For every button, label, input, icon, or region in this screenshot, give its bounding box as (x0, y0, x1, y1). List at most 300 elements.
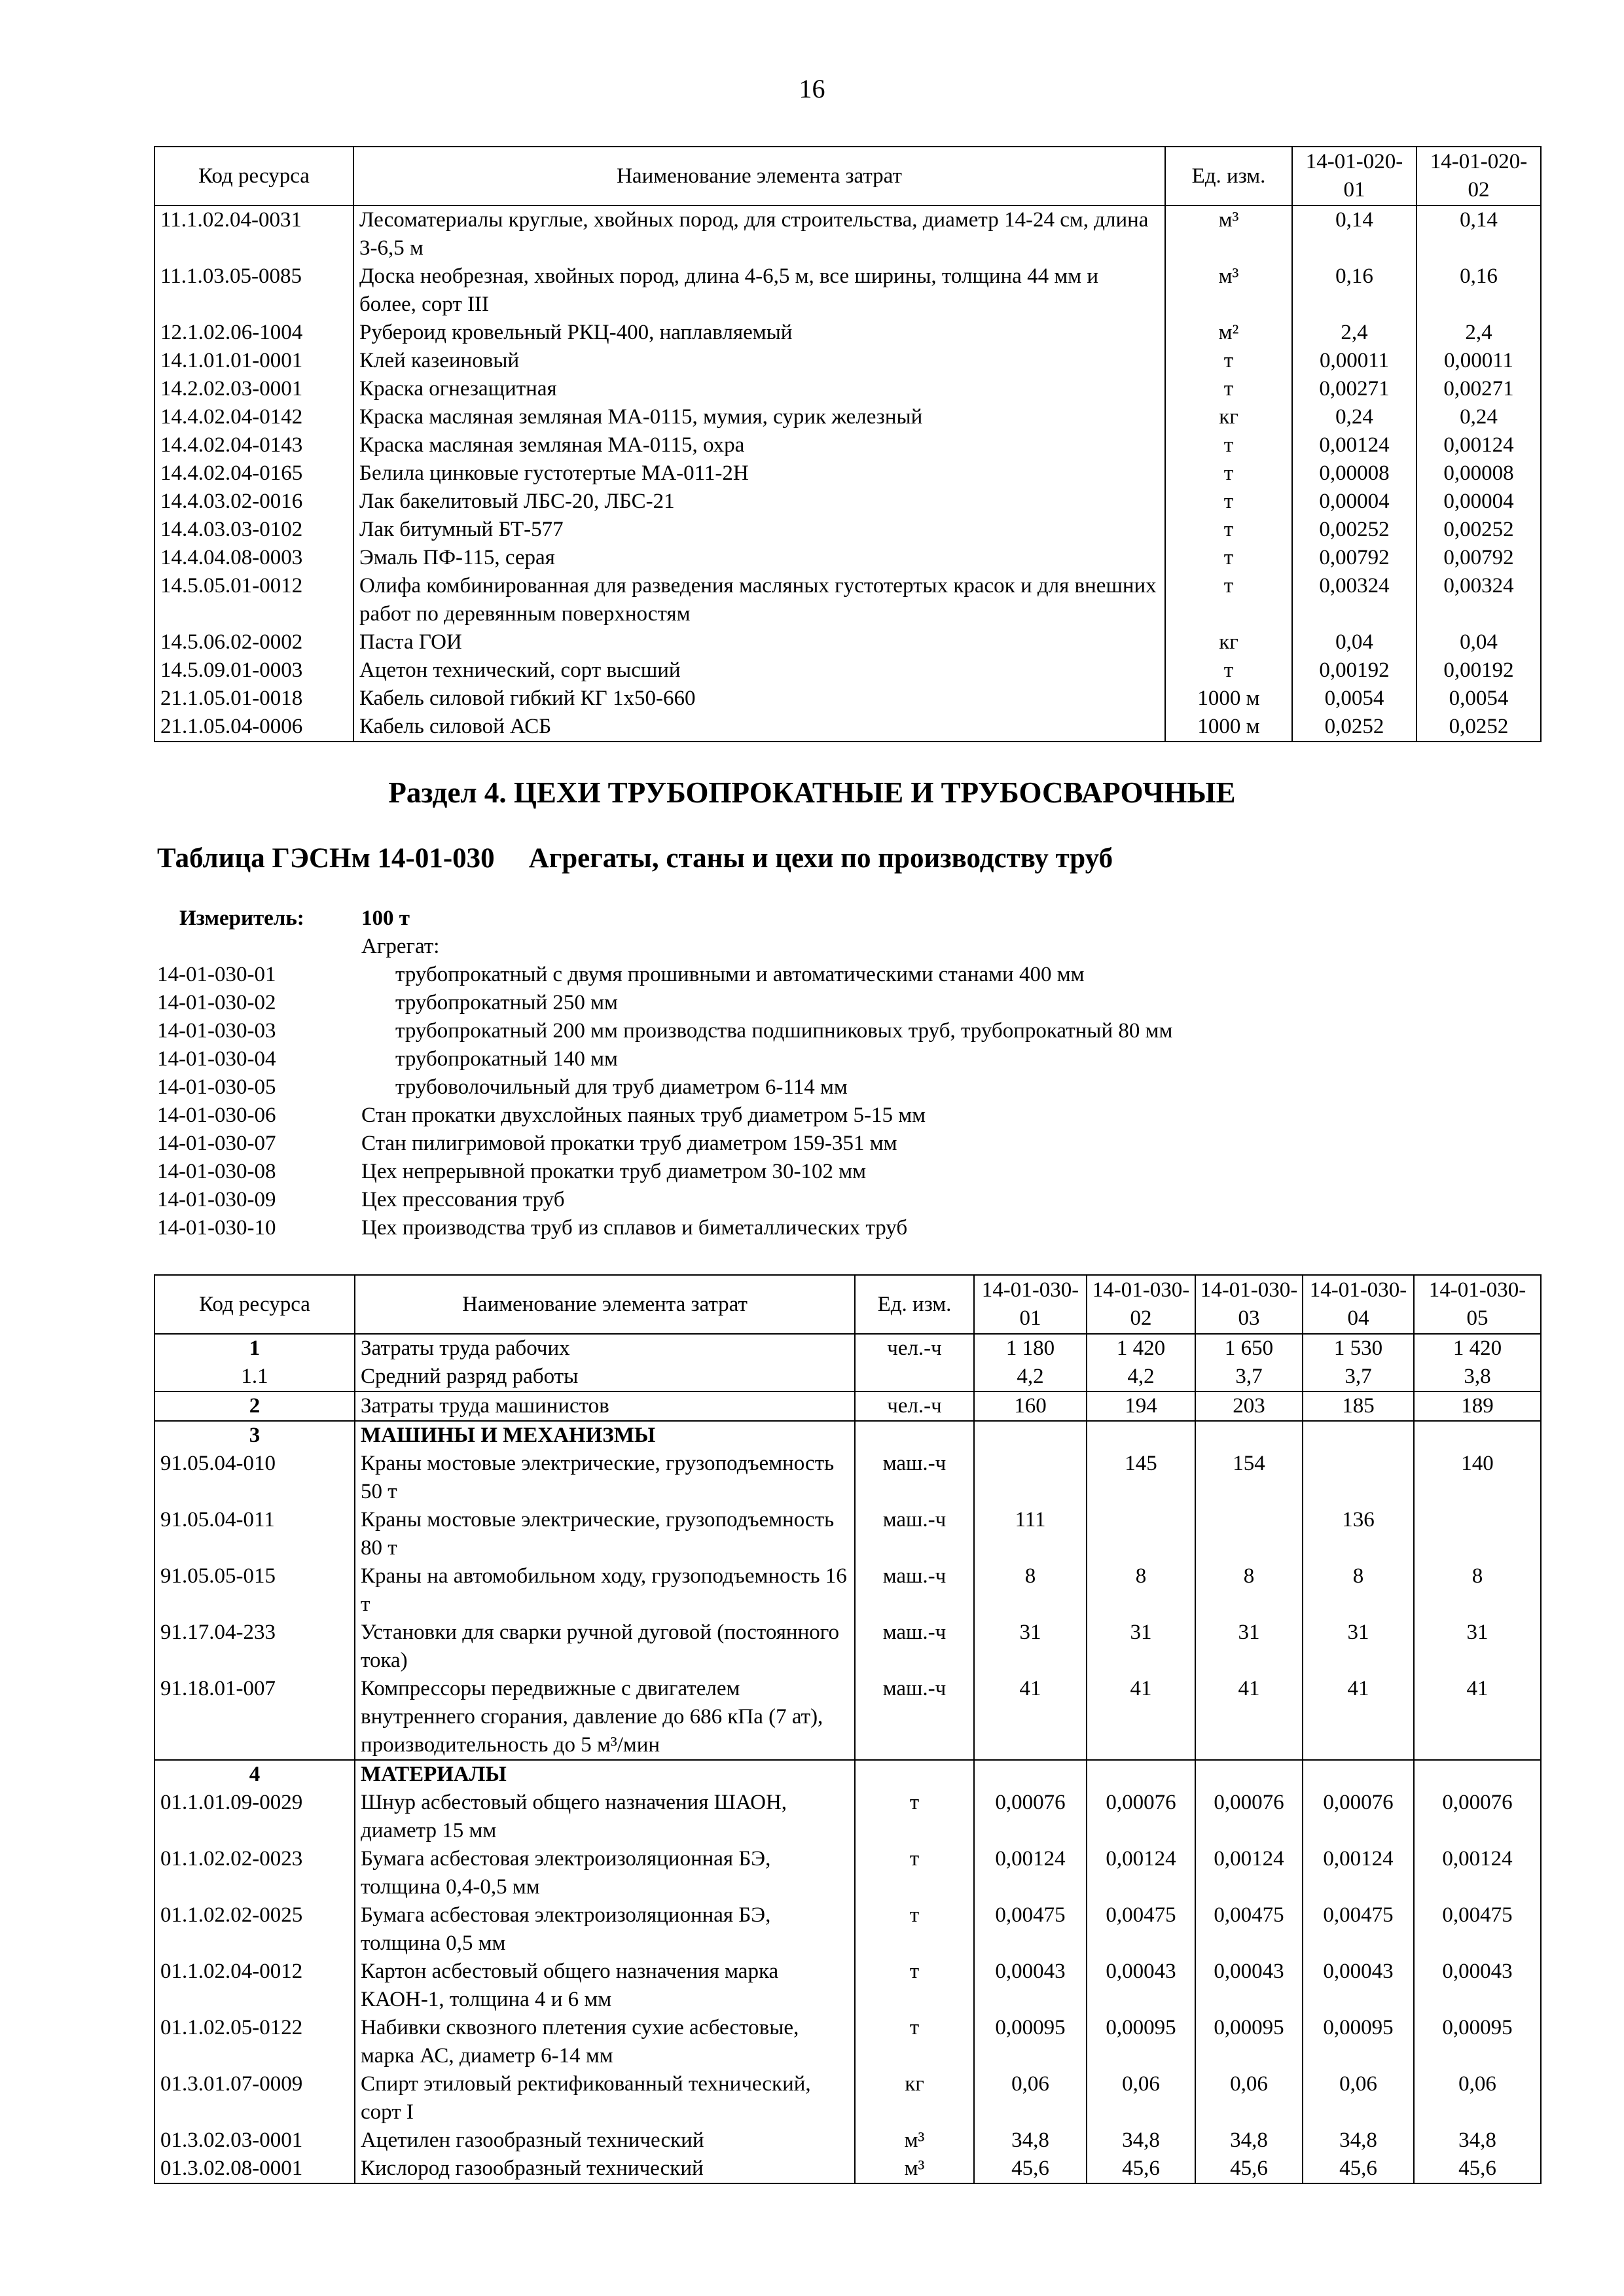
value-14-01-030-05 (1414, 1760, 1541, 1789)
value-14-01-030-03: 0,00076 (1195, 1789, 1303, 1845)
meter-item (157, 1214, 1466, 1242)
value-14-01-030-02: 34,8 (1087, 2126, 1195, 2155)
value-14-01-030-02: 0,00124 (1087, 1845, 1195, 1901)
resource-code: 01.1.01.09-0029 (154, 1789, 355, 1845)
resource-name: Краны мостовые электрические, грузоподъемность 50 т (355, 1450, 855, 1506)
value-14-01-030-04: 34,8 (1303, 2126, 1414, 2155)
value-14-01-020-02: 0,16 (1416, 262, 1541, 319)
value-14-01-030-02: 4,2 (1087, 1363, 1195, 1391)
resource-name: Затраты труда рабочих (355, 1334, 855, 1363)
value-14-01-020-01: 0,16 (1292, 262, 1416, 319)
section-title: Раздел 4. ЦЕХИ ТРУБОПРОКАТНЫЕ И ТРУБОСВАРОЧНЫЕ (388, 776, 1236, 809)
meter-item (157, 1102, 1466, 1130)
resource-unit (855, 1421, 974, 1450)
resource-name: Лесоматериалы круглые, хвойных пород, для строительства, диаметр 14-24 см, длина 3-6,5 м (353, 206, 1165, 262)
resource-code: 01.1.02.02-0023 (154, 1845, 355, 1901)
resource-name: Кабель силовой АСБ (353, 713, 1165, 742)
resource-code: 14.4.02.04-0142 (154, 403, 353, 431)
table-row (154, 262, 1541, 319)
resources-table-14-01-030 (154, 1274, 1542, 2184)
meter-item-code: 14-01-030-08 (157, 1160, 276, 1183)
resource-code: 14.4.02.04-0165 (154, 459, 353, 488)
table-row (154, 1958, 1541, 2014)
value-14-01-030-05: 0,06 (1414, 2070, 1541, 2126)
table-row (154, 685, 1541, 713)
header-col-14-01-020-01: 14-01-020-01 (1292, 147, 1416, 206)
resource-name: Ацетилен газообразный технический (355, 2126, 855, 2155)
resource-code: 14.4.02.04-0143 (154, 431, 353, 459)
resource-unit: т (855, 1901, 974, 1958)
meter-item-code: 14-01-030-02 (157, 991, 276, 1014)
resource-code: 01.1.02.04-0012 (154, 1958, 355, 2014)
value-14-01-030-04: 1 530 (1303, 1334, 1414, 1363)
value-14-01-030-02: 0,00095 (1087, 2014, 1195, 2070)
value-14-01-030-01: 31 (974, 1619, 1087, 1675)
header-col-14-01-030-05: 14-01-030-05 (1414, 1275, 1541, 1334)
value-14-01-030-01: 0,00043 (974, 1958, 1087, 2014)
header-unit: Ед. изм. (1165, 147, 1292, 206)
value-14-01-030-04: 8 (1303, 1562, 1414, 1619)
meter-label: Измеритель: (179, 906, 304, 930)
value-14-01-020-01: 0,00324 (1292, 572, 1416, 628)
table-row (154, 1901, 1541, 1958)
value-14-01-030-02: 194 (1087, 1391, 1195, 1421)
value-14-01-030-01 (974, 1760, 1087, 1789)
value-14-01-020-02: 0,00004 (1416, 488, 1541, 516)
resource-unit: 1000 м (1165, 685, 1292, 713)
resource-unit: маш.-ч (855, 1562, 974, 1619)
header-col-14-01-030-02: 14-01-030-02 (1087, 1275, 1195, 1334)
value-14-01-020-02: 2,4 (1416, 319, 1541, 347)
table-title (157, 842, 1113, 876)
resource-name: Краны мостовые электрические, грузоподъемность 80 т (355, 1506, 855, 1562)
value-14-01-020-01: 0,00008 (1292, 459, 1416, 488)
value-14-01-030-02 (1087, 1760, 1195, 1789)
meter-item (157, 1130, 1466, 1158)
value-14-01-020-02: 0,00271 (1416, 375, 1541, 403)
value-14-01-030-04: 3,7 (1303, 1363, 1414, 1391)
resource-name: Доска необрезная, хвойных пород, длина 4-6,5 м, все ширины, толщина 44 мм и более, сорт III (353, 262, 1165, 319)
table-row (154, 1334, 1541, 1363)
page-number: 16 (799, 74, 825, 103)
resource-unit: т (1165, 572, 1292, 628)
value-14-01-030-05: 0,00124 (1414, 1845, 1541, 1901)
value-14-01-030-04: 0,06 (1303, 2070, 1414, 2126)
resource-unit: т (855, 1958, 974, 2014)
value-14-01-020-02: 0,00008 (1416, 459, 1541, 488)
table-row (154, 1789, 1541, 1845)
resource-code: 21.1.05.04-0006 (154, 713, 353, 742)
resource-unit: т (1165, 347, 1292, 375)
meter-item-code: 14-01-030-07 (157, 1132, 276, 1155)
value-14-01-020-01: 0,0054 (1292, 685, 1416, 713)
meter-group-label: Агрегат: (361, 935, 440, 958)
value-14-01-030-03: 34,8 (1195, 2126, 1303, 2155)
resource-unit: маш.-ч (855, 1506, 974, 1562)
table-row (154, 2126, 1541, 2155)
table-row (154, 431, 1541, 459)
meter-item-text: трубопрокатный 140 мм (395, 1047, 618, 1071)
header-col-14-01-020-02: 14-01-020-02 (1416, 147, 1541, 206)
value-14-01-030-01: 8 (974, 1562, 1087, 1619)
resource-code: 01.3.02.03-0001 (154, 2126, 355, 2155)
value-14-01-020-02: 0,04 (1416, 628, 1541, 656)
value-14-01-030-03: 3,7 (1195, 1363, 1303, 1391)
meter-item (157, 1045, 1466, 1073)
resource-unit: т (1165, 656, 1292, 685)
resource-code: 14.1.01.01-0001 (154, 347, 353, 375)
value-14-01-030-05: 34,8 (1414, 2126, 1541, 2155)
table-row (154, 572, 1541, 628)
table-row (154, 1562, 1541, 1619)
value-14-01-030-04: 0,00124 (1303, 1845, 1414, 1901)
value-14-01-030-02: 45,6 (1087, 2155, 1195, 2183)
resource-name: Клей казеиновый (353, 347, 1165, 375)
meter-item-text: Стан прокатки двухслойных паяных труб диаметром 5-15 мм (361, 1103, 926, 1127)
resource-name: Картон асбестовый общего назначения марка КАОН-1, толщина 4 и 6 мм (355, 1958, 855, 2014)
value-14-01-030-05: 0,00076 (1414, 1789, 1541, 1845)
value-14-01-020-01: 0,14 (1292, 206, 1416, 262)
meter-item (157, 989, 1466, 1017)
value-14-01-030-03 (1195, 1760, 1303, 1789)
value-14-01-030-03: 31 (1195, 1619, 1303, 1675)
value-14-01-030-01: 45,6 (974, 2155, 1087, 2183)
meter-item-code: 14-01-030-09 (157, 1188, 276, 1211)
value-14-01-020-02: 0,00011 (1416, 347, 1541, 375)
header-col-14-01-030-03: 14-01-030-03 (1195, 1275, 1303, 1334)
value-14-01-030-02: 0,00043 (1087, 1958, 1195, 2014)
resource-code: 01.3.01.07-0009 (154, 2070, 355, 2126)
header-col-14-01-030-01: 14-01-030-01 (974, 1275, 1087, 1334)
value-14-01-030-03: 1 650 (1195, 1334, 1303, 1363)
table-row (154, 2070, 1541, 2126)
meter-item-code: 14-01-030-04 (157, 1047, 276, 1071)
table-row (154, 516, 1541, 544)
value-14-01-030-01: 0,00095 (974, 2014, 1087, 2070)
resource-name: Эмаль ПФ-115, серая (353, 544, 1165, 572)
value-14-01-030-02: 31 (1087, 1619, 1195, 1675)
value-14-01-030-03: 0,00124 (1195, 1845, 1303, 1901)
resource-unit: кг (1165, 628, 1292, 656)
resource-code: 14.5.06.02-0002 (154, 628, 353, 656)
value-14-01-030-01: 160 (974, 1391, 1087, 1421)
resource-name: Краны на автомобильном ходу, грузоподъемность 16 т (355, 1562, 855, 1619)
value-14-01-030-01: 0,00124 (974, 1845, 1087, 1901)
value-14-01-020-02: 0,24 (1416, 403, 1541, 431)
value-14-01-020-01: 0,00004 (1292, 488, 1416, 516)
value-14-01-030-05 (1414, 1421, 1541, 1450)
header-name: Наименование элемента затрат (353, 147, 1165, 206)
resource-unit: кг (855, 2070, 974, 2126)
value-14-01-020-02: 0,00792 (1416, 544, 1541, 572)
value-14-01-020-01: 2,4 (1292, 319, 1416, 347)
resource-unit: чел.-ч (855, 1391, 974, 1421)
value-14-01-020-02: 0,0252 (1416, 713, 1541, 742)
value-14-01-030-05: 0,00095 (1414, 2014, 1541, 2070)
resource-unit: т (1165, 516, 1292, 544)
meter-item-code: 14-01-030-05 (157, 1075, 276, 1099)
value-14-01-030-02: 8 (1087, 1562, 1195, 1619)
resource-code: 91.05.04-011 (154, 1506, 355, 1562)
resource-name: Компрессоры передвижные с двигателем внутреннего сгорания, давление до 686 кПа (7 ат), производительность до 5 м³/мин (355, 1675, 855, 1760)
meter-item-code: 14-01-030-03 (157, 1019, 276, 1043)
table-title-code: Таблица ГЭСНм 14-01-030 (157, 843, 495, 874)
resource-unit: т (1165, 488, 1292, 516)
resource-name: Рубероид кровельный РКЦ-400, наплавляемый (353, 319, 1165, 347)
resource-name: Краска масляная земляная МА-0115, мумия, сурик железный (353, 403, 1165, 431)
resource-name: Кабель силовой гибкий КГ 1х50-660 (353, 685, 1165, 713)
meter-item (157, 1073, 1466, 1102)
value-14-01-030-05: 45,6 (1414, 2155, 1541, 2183)
resource-unit: т (1165, 375, 1292, 403)
value-14-01-020-01: 0,00252 (1292, 516, 1416, 544)
value-14-01-030-04 (1303, 1450, 1414, 1506)
table-row (154, 1675, 1541, 1760)
resource-name: МАТЕРИАЛЫ (355, 1760, 855, 1789)
resource-unit: маш.-ч (855, 1450, 974, 1506)
value-14-01-030-03: 0,00043 (1195, 1958, 1303, 2014)
value-14-01-030-01: 41 (974, 1675, 1087, 1760)
resource-name: Ацетон технический, сорт высший (353, 656, 1165, 685)
meter-block (157, 905, 1466, 1242)
value-14-01-030-05: 189 (1414, 1391, 1541, 1421)
resource-name: Спирт этиловый ректификованный технический, сорт I (355, 2070, 855, 2126)
resource-unit: кг (1165, 403, 1292, 431)
value-14-01-030-05 (1414, 1506, 1541, 1562)
header-unit: Ед. изм. (855, 1275, 974, 1334)
resource-unit: 1000 м (1165, 713, 1292, 742)
value-14-01-030-03 (1195, 1421, 1303, 1450)
header-col-14-01-030-04: 14-01-030-04 (1303, 1275, 1414, 1334)
resource-name: Установки для сварки ручной дуговой (постоянного тока) (355, 1619, 855, 1675)
table-row (154, 544, 1541, 572)
value-14-01-020-02: 0,0054 (1416, 685, 1541, 713)
value-14-01-020-01: 0,04 (1292, 628, 1416, 656)
resource-code: 11.1.03.05-0085 (154, 262, 353, 319)
resource-unit: т (855, 1789, 974, 1845)
value-14-01-030-03: 0,06 (1195, 2070, 1303, 2126)
value-14-01-030-01: 4,2 (974, 1363, 1087, 1391)
resource-name: Краска огнезащитная (353, 375, 1165, 403)
table-row (154, 1760, 1541, 1789)
resource-unit: т (855, 1845, 974, 1901)
value-14-01-030-03: 41 (1195, 1675, 1303, 1760)
value-14-01-030-04: 41 (1303, 1675, 1414, 1760)
value-14-01-030-03: 8 (1195, 1562, 1303, 1619)
table-row (154, 375, 1541, 403)
resource-code: 91.05.05-015 (154, 1562, 355, 1619)
meter-item-text: Цех непрерывной прокатки труб диаметром 30-102 мм (361, 1160, 867, 1183)
resource-code: 01.1.02.05-0122 (154, 2014, 355, 2070)
value-14-01-020-01: 0,00124 (1292, 431, 1416, 459)
value-14-01-030-02 (1087, 1421, 1195, 1450)
resource-unit (855, 1363, 974, 1391)
value-14-01-030-01 (974, 1450, 1087, 1506)
table-row (154, 2155, 1541, 2183)
table-row (154, 1363, 1541, 1391)
value-14-01-030-04: 0,00043 (1303, 1958, 1414, 2014)
value-14-01-030-04: 0,00475 (1303, 1901, 1414, 1958)
resource-code: 01.1.02.02-0025 (154, 1901, 355, 1958)
value-14-01-030-01: 111 (974, 1506, 1087, 1562)
table-row (154, 1450, 1541, 1506)
value-14-01-020-02: 0,00192 (1416, 656, 1541, 685)
value-14-01-030-03 (1195, 1506, 1303, 1562)
value-14-01-020-01: 0,24 (1292, 403, 1416, 431)
table-row (154, 628, 1541, 656)
resource-unit: маш.-ч (855, 1675, 974, 1760)
table-row (154, 1391, 1541, 1421)
value-14-01-020-02: 0,00324 (1416, 572, 1541, 628)
value-14-01-030-03: 203 (1195, 1391, 1303, 1421)
resource-name: Средний разряд работы (355, 1363, 855, 1391)
resources-table-14-01-020 (154, 146, 1542, 742)
resource-unit: т (1165, 544, 1292, 572)
resource-code: 3 (154, 1421, 355, 1450)
header-code: Код ресурса (154, 147, 353, 206)
meter-item-code: 14-01-030-10 (157, 1216, 276, 1240)
meter-item (157, 1186, 1466, 1214)
table-row (154, 347, 1541, 375)
meter-item-text: трубопрокатный 200 мм производства подшипниковых труб, трубопрокатный 80 мм (395, 1019, 1173, 1043)
value-14-01-030-03: 0,00475 (1195, 1901, 1303, 1958)
table-row (154, 656, 1541, 685)
value-14-01-030-01: 34,8 (974, 2126, 1087, 2155)
value-14-01-030-04: 31 (1303, 1619, 1414, 1675)
value-14-01-030-02: 145 (1087, 1450, 1195, 1506)
resource-unit: м³ (1165, 262, 1292, 319)
resource-name: Бумага асбестовая электроизоляционная БЭ, толщина 0,4-0,5 мм (355, 1845, 855, 1901)
resource-code: 11.1.02.04-0031 (154, 206, 353, 262)
resource-name: Краска масляная земляная МА-0115, охра (353, 431, 1165, 459)
table-row (154, 488, 1541, 516)
table-row (154, 319, 1541, 347)
resource-name: Белила цинковые густотертые МА-011-2Н (353, 459, 1165, 488)
resource-name: Набивки сквозного плетения сухие асбестовые, марка АС, диаметр 6-14 мм (355, 2014, 855, 2070)
meter-item-text: Цех прессования труб (361, 1188, 565, 1211)
table-row (154, 206, 1541, 262)
resource-unit: чел.-ч (855, 1334, 974, 1363)
meter-value: 100 т (361, 906, 410, 930)
resource-code: 1 (154, 1334, 355, 1363)
table-row (154, 403, 1541, 431)
value-14-01-030-05: 140 (1414, 1450, 1541, 1506)
value-14-01-030-02: 0,06 (1087, 2070, 1195, 2126)
meter-item-text: трубопрокатный 250 мм (395, 991, 618, 1014)
resource-code: 14.4.03.03-0102 (154, 516, 353, 544)
table-row (154, 1845, 1541, 1901)
resource-unit: м³ (1165, 206, 1292, 262)
resource-code: 14.4.04.08-0003 (154, 544, 353, 572)
meter-item (157, 1158, 1466, 1186)
resource-code: 14.4.03.02-0016 (154, 488, 353, 516)
value-14-01-030-03: 154 (1195, 1450, 1303, 1506)
resource-unit: т (1165, 431, 1292, 459)
resource-code: 91.05.04-010 (154, 1450, 355, 1506)
value-14-01-030-04: 185 (1303, 1391, 1414, 1421)
value-14-01-020-02: 0,00252 (1416, 516, 1541, 544)
value-14-01-020-02: 0,14 (1416, 206, 1541, 262)
value-14-01-030-05: 3,8 (1414, 1363, 1541, 1391)
value-14-01-030-01: 0,06 (974, 2070, 1087, 2126)
value-14-01-030-01: 1 180 (974, 1334, 1087, 1363)
resource-name: Лак бакелитовый ЛБС-20, ЛБС-21 (353, 488, 1165, 516)
resource-name: Олифа комбинированная для разведения масляных густотертых красок и для внешних работ по деревянным поверхностям (353, 572, 1165, 628)
resource-code: 14.5.09.01-0003 (154, 656, 353, 685)
table-row (154, 2014, 1541, 2070)
resource-code: 4 (154, 1760, 355, 1789)
value-14-01-030-05: 8 (1414, 1562, 1541, 1619)
value-14-01-030-04: 136 (1303, 1506, 1414, 1562)
resource-unit: маш.-ч (855, 1619, 974, 1675)
resource-unit: т (1165, 459, 1292, 488)
value-14-01-030-04: 45,6 (1303, 2155, 1414, 2183)
table-row (154, 1421, 1541, 1450)
value-14-01-030-04 (1303, 1421, 1414, 1450)
meter-item (157, 961, 1466, 989)
value-14-01-020-02: 0,00124 (1416, 431, 1541, 459)
resource-code: 01.3.02.08-0001 (154, 2155, 355, 2183)
resource-name: Бумага асбестовая электроизоляционная БЭ, толщина 0,5 мм (355, 1901, 855, 1958)
resource-code: 12.1.02.06-1004 (154, 319, 353, 347)
value-14-01-020-01: 0,00271 (1292, 375, 1416, 403)
resource-unit: м³ (855, 2155, 974, 2183)
meter-item-code: 14-01-030-06 (157, 1103, 276, 1127)
value-14-01-030-05: 1 420 (1414, 1334, 1541, 1363)
resource-name: Паста ГОИ (353, 628, 1165, 656)
resource-code: 14.2.02.03-0001 (154, 375, 353, 403)
value-14-01-030-05: 41 (1414, 1675, 1541, 1760)
header-code: Код ресурса (154, 1275, 355, 1334)
value-14-01-020-01: 0,00192 (1292, 656, 1416, 685)
header-name: Наименование элемента затрат (355, 1275, 855, 1334)
meter-item-text: Стан пилигримовой прокатки труб диаметром 159-351 мм (361, 1132, 897, 1155)
resource-code: 2 (154, 1391, 355, 1421)
value-14-01-030-01: 0,00076 (974, 1789, 1087, 1845)
meter-item-text: трубопрокатный с двумя прошивными и автоматическими станами 400 мм (395, 963, 1085, 986)
resource-name: Лак битумный БТ-577 (353, 516, 1165, 544)
value-14-01-030-02 (1087, 1506, 1195, 1562)
resource-unit: м² (1165, 319, 1292, 347)
value-14-01-030-04: 0,00095 (1303, 2014, 1414, 2070)
value-14-01-020-01: 0,00011 (1292, 347, 1416, 375)
value-14-01-030-05: 31 (1414, 1619, 1541, 1675)
meter-item-text: Цех производства труб из сплавов и биметаллических труб (361, 1216, 908, 1240)
value-14-01-030-02: 1 420 (1087, 1334, 1195, 1363)
resource-code: 91.17.04-233 (154, 1619, 355, 1675)
table-row (154, 713, 1541, 742)
value-14-01-030-05: 0,00475 (1414, 1901, 1541, 1958)
resource-code: 14.5.05.01-0012 (154, 572, 353, 628)
table-row (154, 1506, 1541, 1562)
value-14-01-030-02: 41 (1087, 1675, 1195, 1760)
meter-item-code: 14-01-030-01 (157, 963, 276, 986)
value-14-01-020-01: 0,0252 (1292, 713, 1416, 742)
table-row (154, 459, 1541, 488)
resource-code: 21.1.05.01-0018 (154, 685, 353, 713)
value-14-01-030-01: 0,00475 (974, 1901, 1087, 1958)
resource-name: Шнур асбестовый общего назначения ШАОН, диаметр 15 мм (355, 1789, 855, 1845)
resource-name: Затраты труда машинистов (355, 1391, 855, 1421)
resource-unit: м³ (855, 2126, 974, 2155)
value-14-01-030-05: 0,00043 (1414, 1958, 1541, 2014)
value-14-01-030-04 (1303, 1760, 1414, 1789)
value-14-01-030-01 (974, 1421, 1087, 1450)
value-14-01-030-04: 0,00076 (1303, 1789, 1414, 1845)
meter-item (157, 1017, 1466, 1045)
resource-code: 1.1 (154, 1363, 355, 1391)
table-row (154, 1619, 1541, 1675)
